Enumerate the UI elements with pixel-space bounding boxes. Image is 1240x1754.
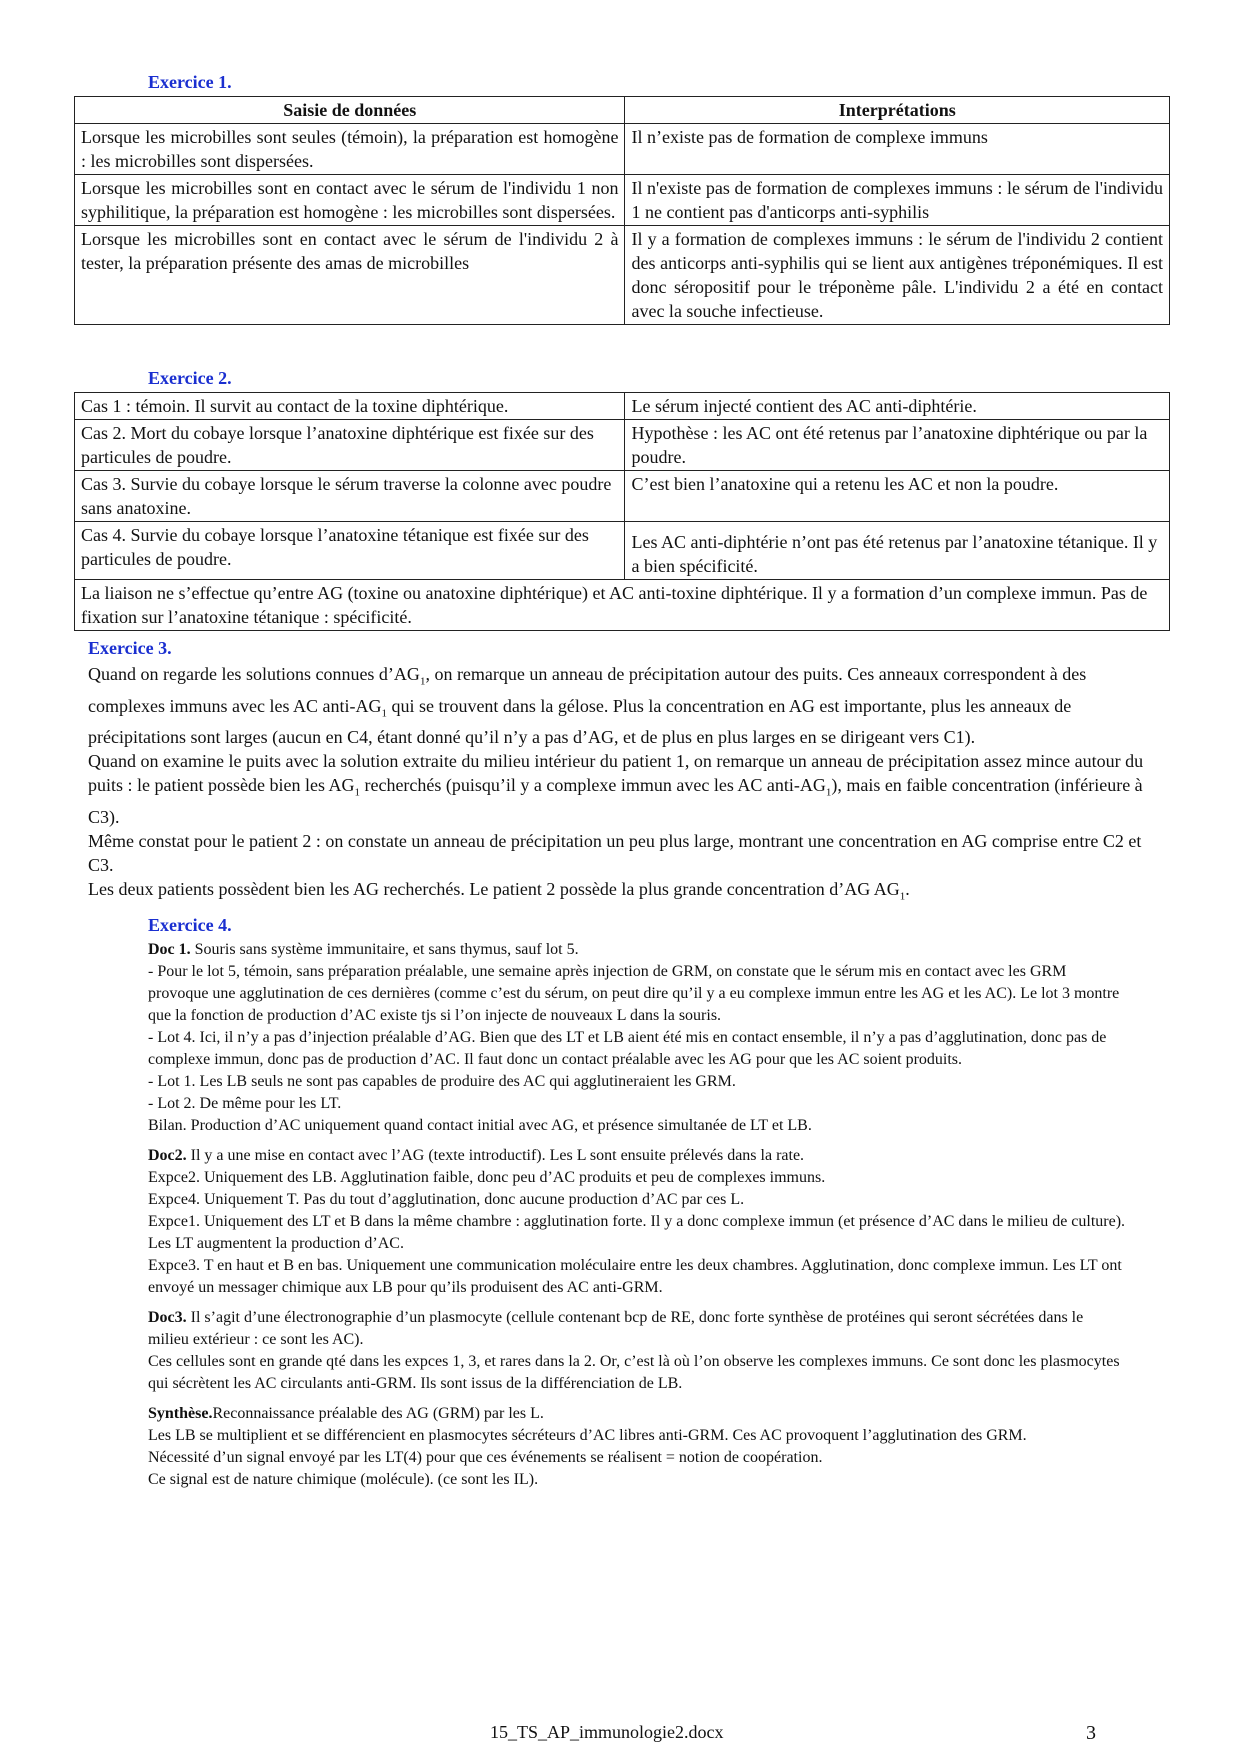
paragraph: Quand on regarde les solutions connues $d’AG_1$, on remarque un anneau de précipitation autour des puits. Ces anneaux correspondent à des complexes immuns avec les AC anti-$AG_1$ qui se trouvent dans la gélose. Plus la concentration en AG est importante, plus les anneaux de précipitations sont larges (aucun en C4, étant donné qu’il n’y a pas d’AG, et de plus en plus larges en se dirigeant vers C1). — [88, 664, 1087, 748]
page-number: 3 — [1086, 1722, 1096, 1744]
exercice3-title: Exercice 3. — [88, 638, 172, 658]
synthese-intro: Synthèse.Reconnaissance préalable des AG (GRM) par les L. — [148, 1405, 544, 1422]
paragraph: Les LB se multiplient et se différencient en plasmocytes sécréteurs d’AC libres anti-GRM. Ces AC provoquent l’agglutination des GRM. — [148, 1427, 1027, 1444]
table-cell: Lorsque les microbilles sont en contact avec le sérum de l'individu 1 non syphilitique, la préparation est homogène : les microbilles sont dispersées. — [75, 175, 625, 226]
table-cell: Hypothèse : les AC ont été retenus par l’anatoxine diphtérique ou par la poudre. — [625, 420, 1170, 471]
paragraph: Bilan. Production d’AC uniquement quand contact initial avec AG, et présence simultanée de LT et LB. — [148, 1117, 812, 1134]
table-row — [75, 471, 1170, 522]
doc1-intro: Doc 1. Souris sans système immunitaire, et sans thymus, sauf lot 5. — [148, 941, 579, 958]
paragraph: - Lot 4. Ici, il n’y a pas d’injection préalable d’AG. Bien que des LT et LB aient été mis en contact ensemble, il n’y a pas d’agglutination, donc pas de complexe immun, donc pas de production d’AC. Il faut donc un contact préalable avec les AG pour que les AC soient produits. — [148, 1029, 1107, 1068]
table-row — [75, 226, 1170, 325]
table-cell: Lorsque les microbilles sont en contact avec le sérum de l'individu 2 à tester, la préparation présente des amas de microbilles — [75, 226, 625, 325]
exercice4-body — [148, 939, 1128, 1491]
column-header-saisie: Saisie de données — [75, 97, 625, 124]
paragraph: Les deux patients possèdent bien les AG recherchés. Le patient 2 possède la plus grande concentration d’AG $AG_1$. — [88, 878, 910, 903]
table-cell: Il n’existe pas de formation de complexe immuns — [625, 124, 1170, 175]
conclusion-cell: La liaison ne s’effectue qu’entre AG (toxine ou anatoxine diphtérique) et AC anti-toxine diphtérique. Il y a formation d’un complexe immun. Pas de fixation sur l’anatoxine tétanique : spécificité. — [75, 580, 1170, 631]
doc2-intro: Doc2. Il y a une mise en contact avec l’AG (texte introductif). Les L sont ensuite prélevés dans la rate. — [148, 1147, 805, 1164]
paragraph: - Lot 1. Les LB seuls ne sont pas capables de produire des AC qui agglutineraient les GRM. — [148, 1073, 736, 1090]
paragraph: Expce2. Uniquement des LB. Agglutination faible, donc peu d’AC produits et peu de complexes immuns. — [148, 1169, 826, 1186]
paragraph: - Lot 2. De même pour les LT. — [148, 1095, 342, 1112]
table-cell: Il y a formation de complexes immuns : le sérum de l'individu 2 contient des anticorps anti-syphilis qui se lient aux antigènes tréponémiques. Il est donc séropositif pour le tréponème pâle. L'individu 2 a été en contact avec la souche infectieuse. — [625, 226, 1170, 325]
paragraph: Nécessité d’un signal envoyé par les LT(4) pour que ces événements se réalisent = notion de coopération. — [148, 1449, 823, 1466]
paragraph: - Pour le lot 5, témoin, sans préparation préalable, une semaine après injection de GRM, on constate que le sérum mis en contact avec les GRM provoque une agglutination de ces dernières (comme c’est du sérum, on peut dire qu’il y a eu complexe immun entre les AG et les AC). Le lot 3 montre que la fonction de production d’AC existe tjs si l’on injecte de nouveaux L dans la souris. — [148, 963, 1120, 1024]
exercice2-table — [74, 392, 1170, 631]
table-row — [75, 175, 1170, 226]
table-cell: Cas 3. Survie du cobaye lorsque le sérum traverse la colonne avec poudre sans anatoxine. — [75, 471, 625, 522]
table-row — [75, 420, 1170, 471]
column-header-interpretations: Interprétations — [625, 97, 1170, 124]
table-cell: Le sérum injecté contient des AC anti-diphtérie. — [625, 393, 1170, 420]
table-cell: Cas 1 : témoin. Il survit au contact de la toxine diphtérique. — [75, 393, 625, 420]
exercice1-table — [74, 96, 1170, 325]
paragraph: Expce1. Uniquement des LT et B dans la même chambre : agglutination forte. Il y a donc complexe immun (et présence d’AC dans le milieu de culture). Les LT augmentent la production d’AC. — [148, 1213, 1126, 1252]
exercice1-title: Exercice 1. — [148, 72, 232, 92]
table-cell: Lorsque les microbilles sont seules (témoin), la préparation est homogène : les microbilles sont dispersées. — [75, 124, 625, 175]
table-row — [75, 580, 1170, 631]
table-row — [75, 522, 1170, 580]
table-row — [75, 124, 1170, 175]
table-row — [75, 393, 1170, 420]
paragraph: Même constat pour le patient 2 : on constate un anneau de précipitation un peu plus large, montrant une concentration en AG comprise entre C2 et C3. — [88, 830, 1142, 875]
paragraph: Expce4. Uniquement T. Pas du tout d’agglutination, donc aucune production d’AC par ces L. — [148, 1191, 745, 1208]
table-cell: C’est bien l’anatoxine qui a retenu les AC et non la poudre. — [625, 471, 1170, 522]
exercice4-title: Exercice 4. — [148, 915, 232, 935]
table-cell: Cas 2. Mort du cobaye lorsque l’anatoxine diphtérique est fixée sur des particules de poudre. — [75, 420, 625, 471]
exercice3-body — [88, 662, 1148, 908]
table-cell: Les AC anti-diphtérie n’ont pas été retenus par l’anatoxine tétanique. Il y a bien spécificité. — [625, 522, 1170, 580]
paragraph: Ces cellules sont en grande qté dans les expces 1, 3, et rares dans la 2. Or, c’est là où l’on observe les complexes immuns. Ce sont donc les plasmocytes qui sécrètent les AC circulants anti-GRM. Ils sont issus de la différenciation de LB. — [148, 1353, 1120, 1392]
paragraph: Quand on examine le puits avec la solution extraite du milieu intérieur du patient 1, on remarque un anneau de précipitation assez mince autour du puits : le patient possède bien les $AG_1$ recherchés (puisqu’il y a complexe immun avec les AC anti-$AG_1$), mais en faible concentration (inférieure à C3). — [88, 751, 1144, 827]
paragraph: Expce3. T en haut et B en bas. Uniquement une communication moléculaire entre les deux chambres. Agglutination, donc complexe immun. Les LT ont envoyé un messager chimique aux LB pour qu’ils produisent des AC anti-GRM. — [148, 1257, 1122, 1296]
doc3-intro: Doc3. Il s’agit d’une électronographie d’un plasmocyte (cellule contenant bcp de RE, donc forte synthèse de protéines qui seront sécrétées dans le milieu extérieur : ce sont les AC). — [148, 1309, 1084, 1348]
table-header-row — [75, 97, 1170, 124]
exercice2-title: Exercice 2. — [148, 368, 232, 388]
table-cell: Il n'existe pas de formation de complexes immuns : le sérum de l'individu 1 ne contient pas d'anticorps anti-syphilis — [625, 175, 1170, 226]
footer-filename: 15_TS_AP_immunologie2.docx — [490, 1722, 724, 1742]
table-cell: Cas 4. Survie du cobaye lorsque l’anatoxine tétanique est fixée sur des particules de poudre. — [75, 522, 625, 580]
paragraph: Ce signal est de nature chimique (molécule). (ce sont les IL). — [148, 1471, 539, 1488]
